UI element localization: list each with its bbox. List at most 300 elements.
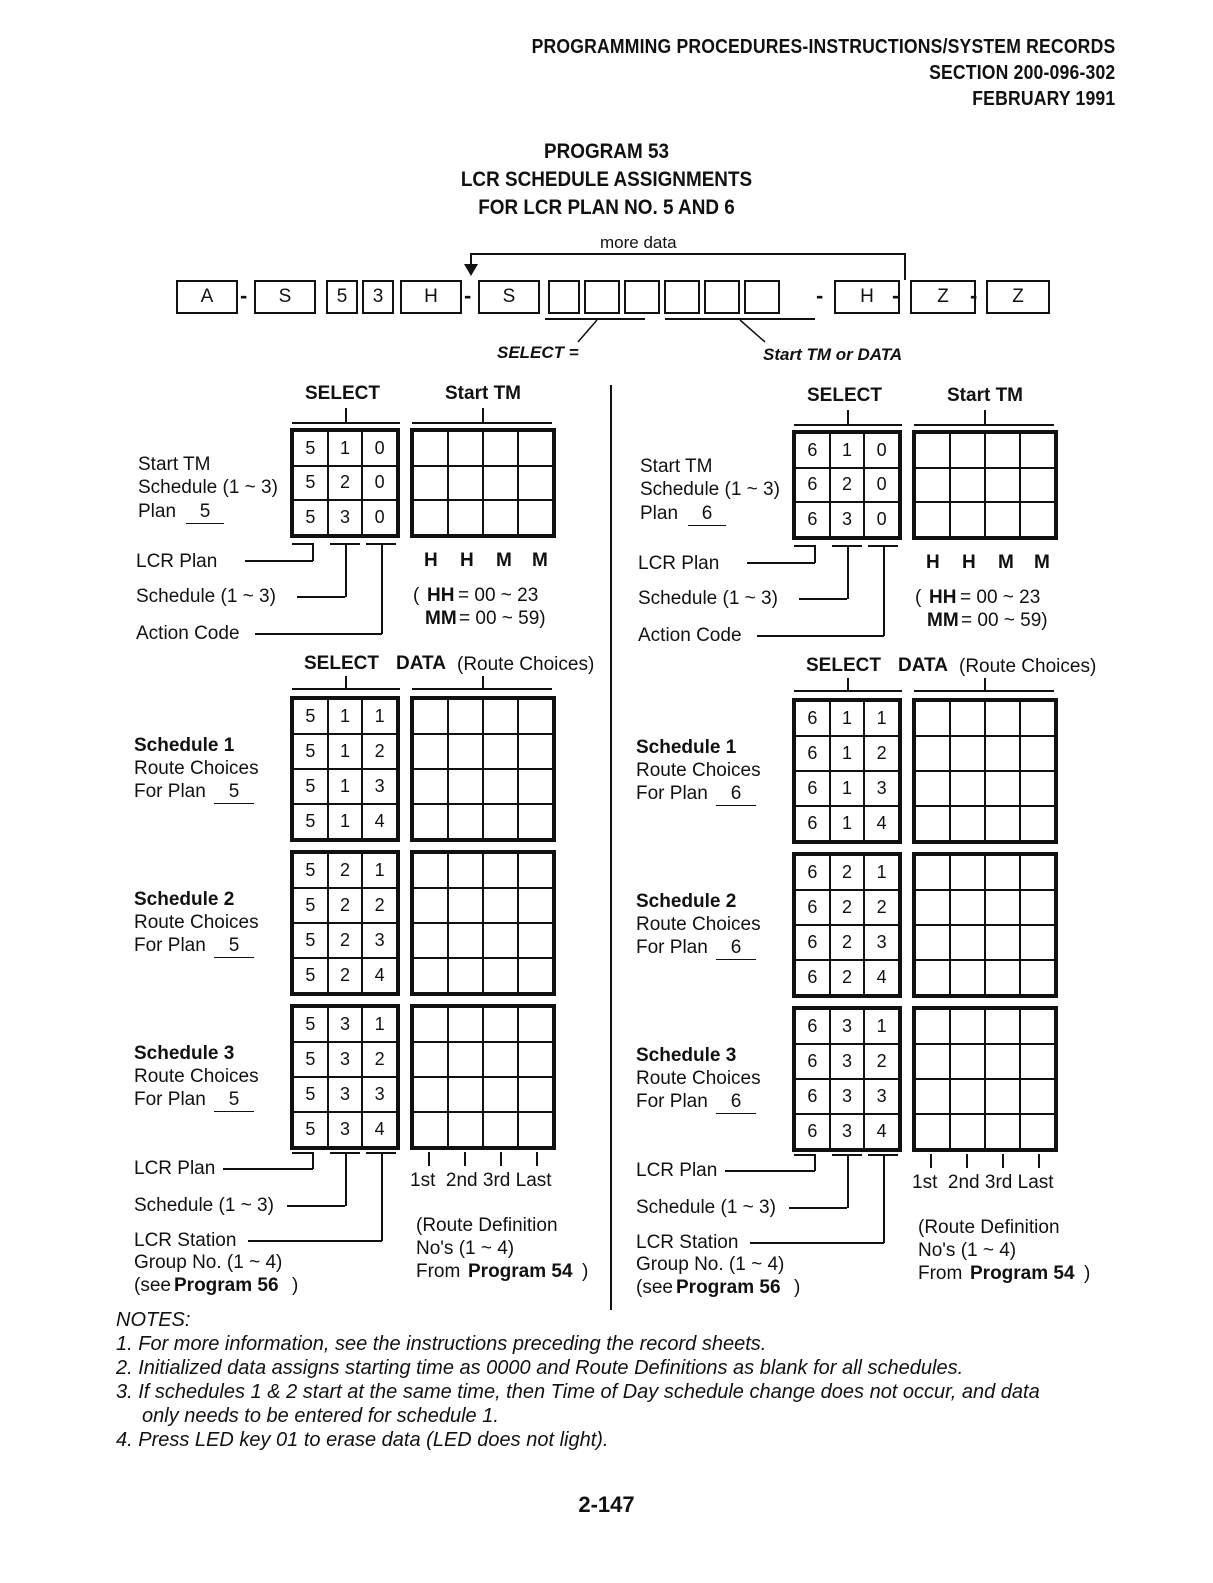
route-input-cell[interactable] [483,888,518,923]
route-input-cell[interactable] [413,1042,448,1077]
route-code-cell: 3 [328,1112,363,1147]
route-code-cell: 2 [830,960,865,995]
route-input-cell[interactable] [985,1009,1020,1044]
route-code-cell: 4 [864,806,899,841]
route-code-cell: 2 [328,888,363,923]
route-input-cell[interactable] [413,804,448,839]
route-input-cell[interactable] [413,853,448,888]
route-input-cell[interactable] [413,734,448,769]
schedule-route-choices: Route Choices [134,1066,259,1087]
start-time-input-cell[interactable] [483,466,518,501]
route-code-cell: 6 [795,806,830,841]
start-code-grid [290,428,400,538]
route-input-cell[interactable] [518,1042,553,1077]
route-input-cell[interactable] [448,853,483,888]
route-input-cell[interactable] [985,855,1020,890]
start-time-input-cell[interactable] [985,468,1020,503]
route-code-cell: 5 [293,804,328,839]
route-input-cell[interactable] [985,771,1020,806]
route-code-cell: 5 [293,769,328,804]
route-code-cell: 3 [830,1044,865,1079]
header-line-2: SECTION 200-096-302 [928,62,1115,84]
legend2-close: ) [794,1277,801,1298]
plan-number: 6 [688,502,726,526]
route-code-cell: 1 [830,736,865,771]
start-tm-head: Start TM [947,385,1023,406]
route-input-cell[interactable] [1020,890,1055,925]
route-input-cell[interactable] [1020,1079,1055,1114]
schedule-title: Schedule 3 [134,1043,235,1064]
start-tm-label: Start TM [640,456,713,477]
notes-section [116,1308,1040,1452]
route-input-cell[interactable] [483,1042,518,1077]
route-code-grid [792,1006,902,1152]
route-code-cell: 2 [864,1044,899,1079]
route-input-cell[interactable] [915,1009,950,1044]
route-code-cell: 2 [328,958,363,993]
route-input-cell[interactable] [915,1114,950,1149]
route-input-cell[interactable] [448,804,483,839]
schedule-for-plan: For Plan [636,783,708,804]
data-select-head: SELECT [304,653,379,674]
route-input-cell[interactable] [518,958,553,993]
route-input-cell[interactable] [915,806,950,841]
route-input-cell[interactable] [518,1007,553,1042]
route-choices-head: (Route Choices) [959,656,1097,677]
route-input-grid [912,1006,1058,1152]
schedule-route-choices: Route Choices [636,914,761,935]
route-input-cell[interactable] [950,1079,985,1114]
schedule-route-choices: Route Choices [134,758,259,779]
route-input-cell[interactable] [1020,1044,1055,1079]
note-3-cont: only needs to be entered for schedule 1. [142,1405,499,1427]
schedule-title: Schedule 1 [134,735,235,756]
route-code-cell: 3 [328,1042,363,1077]
route-def-program-54: Program 54 [468,1261,573,1282]
leader2-station-v [883,1154,885,1243]
leader2-lcr-plan-v [814,1154,816,1171]
route-code-cell: 2 [830,855,865,890]
leader-action-v [883,545,885,636]
plan-label: Plan [138,501,177,522]
schedule-title: Schedule 3 [636,1045,737,1066]
route-input-cell[interactable] [448,1007,483,1042]
start-time-input-cell[interactable] [950,468,985,503]
route-code-cell: 2 [328,853,363,888]
route-input-cell[interactable] [448,1112,483,1147]
select-head: SELECT [807,385,882,406]
start-time-input-cell[interactable] [915,433,950,468]
route-input-cell[interactable] [413,769,448,804]
hhmm-label: H [460,550,474,571]
route-input-cell[interactable] [915,701,950,736]
leader-schedule [297,596,345,598]
header-line-1: PROGRAMMING PROCEDURES-INSTRUCTIONS/SYSTEM RECORDS [531,36,1115,58]
start-code-cell: 6 [795,433,830,468]
route-code-cell: 2 [362,734,397,769]
route-input-cell[interactable] [413,1007,448,1042]
legend2-see: (see [134,1275,171,1296]
hh-key: HH [427,585,455,606]
route-input-cell[interactable] [448,1042,483,1077]
hh-range: = 00 ~ 23 [960,587,1041,608]
route-input-cell[interactable] [483,699,518,734]
start-time-input-cell[interactable] [483,500,518,535]
route-code-cell: 6 [795,890,830,925]
schedule-for-plan: For Plan [134,781,206,802]
schedule-range-label: Schedule (1 ~ 3) [138,477,278,498]
route-code-cell: 2 [830,925,865,960]
route-input-cell[interactable] [518,769,553,804]
sequence-key-box[interactable]: A [176,280,238,314]
start-time-input-cell[interactable] [518,431,553,466]
route-code-cell: 1 [328,804,363,839]
notes-heading: NOTES: [116,1309,191,1331]
sequence-key-box[interactable]: 3 [362,280,394,314]
route-input-cell[interactable] [950,960,985,995]
note-4: 4. Press LED key 01 to erase data (LED does not light). [116,1429,609,1451]
route-def-program-54: Program 54 [970,1263,1075,1284]
start-time-input-cell[interactable] [1020,502,1055,537]
start-time-input-cell[interactable] [985,433,1020,468]
route-input-cell[interactable] [915,890,950,925]
route-code-cell: 2 [362,1042,397,1077]
legend2-program-56: Program 56 [676,1277,781,1298]
route-input-cell[interactable] [518,1112,553,1147]
route-input-cell[interactable] [518,699,553,734]
route-input-cell[interactable] [1020,960,1055,995]
route-code-cell: 5 [293,1077,328,1112]
route-code-cell: 6 [795,701,830,736]
start-time-input-cell[interactable] [448,500,483,535]
route-col-tick [1002,1154,1004,1168]
select-equals-label: SELECT = [497,343,579,362]
select-tick [847,410,849,425]
start-time-input-cell[interactable] [448,466,483,501]
schedule-plan-number: 6 [716,1090,756,1114]
route-code-cell: 4 [362,1112,397,1147]
route-code-cell: 2 [362,888,397,923]
hhmm-label: H [962,552,976,573]
route-input-cell[interactable] [413,699,448,734]
route-def-2: No's (1 ~ 4) [918,1240,1017,1261]
start-time-input-cell[interactable] [518,500,553,535]
sequence-key-box[interactable]: H [400,280,462,314]
route-input-grid [410,1004,556,1150]
route-input-grid [410,696,556,842]
route-input-cell[interactable] [985,1044,1020,1079]
route-input-cell[interactable] [915,1044,950,1079]
start-tm-head: Start TM [445,383,521,404]
route-input-cell[interactable] [483,1077,518,1112]
route-input-cell[interactable] [413,1112,448,1147]
start-code-cell: 0 [362,431,397,466]
start-time-input-cell[interactable] [413,431,448,466]
route-code-cell: 1 [328,734,363,769]
start-time-input-grid [912,430,1058,540]
leader-lcr-plan [747,562,815,564]
leader-lcr-plan [245,560,313,562]
route-input-cell[interactable] [413,958,448,993]
start-tm-or-data-label: Start TM or DATA [763,345,903,364]
route-def-2: No's (1 ~ 4) [416,1238,515,1259]
route-code-cell: 4 [864,1114,899,1149]
legend-action-code: Action Code [638,625,742,646]
leader2-station-v [381,1152,383,1241]
legend2-group-no: Group No. (1 ~ 4) [134,1252,283,1273]
start-time-input-cell[interactable] [915,468,950,503]
leader2-lcr-plan-v [312,1152,314,1169]
route-input-cell[interactable] [483,804,518,839]
route-input-cell[interactable] [483,734,518,769]
route-input-cell[interactable] [985,890,1020,925]
route-column-labels: 1st 2nd 3rd Last [912,1172,1054,1193]
start-time-input-cell[interactable] [950,433,985,468]
start-code-cell: 5 [293,500,328,535]
start-time-input-cell[interactable] [915,502,950,537]
route-input-cell[interactable] [950,701,985,736]
route-input-cell[interactable] [518,853,553,888]
route-input-cell[interactable] [985,806,1020,841]
legend2-lcr-station: LCR Station [636,1232,739,1253]
route-input-cell[interactable] [985,960,1020,995]
route-input-cell[interactable] [448,734,483,769]
title-line-3: FOR LCR PLAN NO. 5 AND 6 [478,196,735,219]
route-input-cell[interactable] [1020,1114,1055,1149]
route-input-cell[interactable] [1020,701,1055,736]
route-code-cell: 3 [328,1077,363,1112]
route-input-cell[interactable] [1020,806,1055,841]
sequence-key-box[interactable]: Z [910,280,976,314]
route-input-cell[interactable] [483,853,518,888]
route-input-cell[interactable] [448,888,483,923]
route-code-cell: 5 [293,1007,328,1042]
route-code-cell: 5 [293,958,328,993]
start-time-input-cell[interactable] [448,431,483,466]
data-select-tick [345,676,347,688]
start-time-input-cell[interactable] [950,502,985,537]
route-code-cell: 3 [362,769,397,804]
route-input-cell[interactable] [1020,1009,1055,1044]
leader2-station [248,1240,382,1242]
sequence-dash: - [240,283,248,308]
route-def-from: From [416,1261,461,1282]
sequence-dash: - [464,283,472,308]
select-head: SELECT [305,383,380,404]
route-input-cell[interactable] [1020,925,1055,960]
leader-action [255,633,382,635]
schedule-title: Schedule 2 [134,889,235,910]
route-code-cell: 5 [293,923,328,958]
legend2-lcr-station: LCR Station [134,1230,237,1251]
route-input-cell[interactable] [950,1114,985,1149]
route-input-cell[interactable] [518,923,553,958]
route-def-from: From [918,1263,963,1284]
start-code-cell: 2 [328,466,363,501]
leader2-lcr-plan [725,1170,815,1172]
route-code-cell: 3 [362,923,397,958]
route-col-tick [1038,1154,1040,1168]
route-code-cell: 3 [830,1009,865,1044]
hhmm-label: M [998,552,1014,573]
data-head: DATA [898,655,948,676]
start-time-input-cell[interactable] [1020,433,1055,468]
legend-tick-1 [794,545,816,547]
mm-key: MM [927,610,959,631]
route-input-cell[interactable] [950,855,985,890]
route-column-labels: 1st 2nd 3rd Last [410,1170,552,1191]
route-def-close: ) [1084,1263,1091,1284]
start-time-input-cell[interactable] [518,466,553,501]
route-input-cell[interactable] [413,888,448,923]
route-code-cell: 1 [864,701,899,736]
legend2-lcr-plan: LCR Plan [134,1158,216,1179]
start-tick [482,408,484,423]
leader-action-v [381,543,383,634]
route-input-cell[interactable] [985,701,1020,736]
route-input-cell[interactable] [413,923,448,958]
route-input-cell[interactable] [448,1077,483,1112]
route-input-cell[interactable] [1020,855,1055,890]
column-divider [610,385,612,1310]
schedule-title: Schedule 1 [636,737,737,758]
route-input-cell[interactable] [950,925,985,960]
leader-lcr-plan-v [312,543,314,561]
route-input-cell[interactable] [950,890,985,925]
route-input-cell[interactable] [448,923,483,958]
start-code-cell: 0 [362,500,397,535]
route-input-cell[interactable] [483,923,518,958]
hhmm-label: M [1034,552,1050,573]
route-input-cell[interactable] [1020,771,1055,806]
route-input-cell[interactable] [448,699,483,734]
route-code-cell: 6 [795,1114,830,1149]
route-input-cell[interactable] [985,1079,1020,1114]
legend-lcr-plan: LCR Plan [638,553,720,574]
route-input-cell[interactable] [448,958,483,993]
hhmm-label: M [532,550,548,571]
page-number: 2-147 [578,1492,635,1517]
start-time-input-cell[interactable] [483,431,518,466]
route-input-cell[interactable] [915,1079,950,1114]
route-code-cell: 5 [293,853,328,888]
route-code-cell: 1 [830,701,865,736]
route-code-cell: 6 [795,736,830,771]
title-line-1: PROGRAM 53 [544,140,669,163]
hh-key: HH [929,587,957,608]
start-time-input-grid [410,428,556,538]
route-code-grid [792,698,902,844]
start-code-cell: 2 [830,468,865,503]
legend-schedule: Schedule (1 ~ 3) [638,588,778,609]
route-code-cell: 6 [795,960,830,995]
route-input-cell[interactable] [915,771,950,806]
route-input-cell[interactable] [950,1044,985,1079]
route-input-cell[interactable] [950,806,985,841]
route-code-cell: 1 [362,853,397,888]
route-code-cell: 6 [795,771,830,806]
start-time-input-cell[interactable] [413,466,448,501]
schedule-plan-number: 5 [214,934,254,958]
start-time-input-cell[interactable] [1020,468,1055,503]
route-input-cell[interactable] [915,855,950,890]
sequence-key-box[interactable]: H [834,280,900,314]
data-select-tick [847,678,849,690]
start-code-cell: 0 [362,466,397,501]
sequence-key-box[interactable]: 5 [326,280,358,314]
select-tick [345,408,347,423]
schedule-route-choices: Route Choices [636,760,761,781]
route-input-cell[interactable] [448,769,483,804]
route-input-cell[interactable] [518,1077,553,1112]
sequence-dash: - [970,283,978,308]
route-input-cell[interactable] [483,1112,518,1147]
leader-lcr-plan-v [814,545,816,563]
sequence-key-box[interactable]: Z [986,280,1050,314]
route-input-cell[interactable] [985,736,1020,771]
data-underline [412,688,552,690]
route-code-grid [792,852,902,998]
sequence-key-box[interactable]: S [478,280,540,314]
note-1: 1. For more information, see the instructions preceding the record sheets. [116,1333,767,1355]
start-time-input-cell[interactable] [985,502,1020,537]
leader2-station [750,1242,884,1244]
start-code-cell: 0 [864,468,899,503]
route-input-cell[interactable] [950,736,985,771]
route-input-cell[interactable] [483,1007,518,1042]
start-time-input-cell[interactable] [413,500,448,535]
route-input-cell[interactable] [915,960,950,995]
mm-key: MM [425,608,457,629]
route-def-close: ) [582,1261,589,1282]
route-input-cell[interactable] [483,769,518,804]
start-code-cell: 0 [864,433,899,468]
schedule-for-plan: For Plan [636,937,708,958]
leader-schedule [799,598,847,600]
start-code-cell: 3 [328,500,363,535]
schedule-plan-number: 6 [716,936,756,960]
start-code-cell: 1 [328,431,363,466]
route-code-grid [290,1004,400,1150]
route-input-cell[interactable] [915,736,950,771]
route-col-tick [966,1154,968,1168]
route-input-cell[interactable] [518,734,553,769]
route-input-cell[interactable] [518,888,553,923]
route-input-cell[interactable] [950,1009,985,1044]
route-choices-head: (Route Choices) [457,654,595,675]
data-select-underline [794,690,902,692]
route-input-cell[interactable] [985,1114,1020,1149]
route-input-cell[interactable] [1020,736,1055,771]
route-code-cell: 6 [795,925,830,960]
route-col-tick [930,1154,932,1168]
legend2-close: ) [292,1275,299,1296]
route-input-cell[interactable] [518,804,553,839]
leader2-schedule-v [345,1152,347,1206]
route-input-cell[interactable] [915,925,950,960]
route-code-cell: 1 [362,1007,397,1042]
schedule-route-choices: Route Choices [636,1068,761,1089]
route-input-cell[interactable] [483,958,518,993]
sequence-key-box[interactable]: S [254,280,316,314]
schedule-for-plan: For Plan [134,935,206,956]
route-input-cell[interactable] [413,1077,448,1112]
route-code-cell: 6 [795,855,830,890]
plan-number: 5 [186,500,224,524]
route-input-cell[interactable] [985,925,1020,960]
route-input-cell[interactable] [950,771,985,806]
hh-paren: ( [915,587,922,608]
